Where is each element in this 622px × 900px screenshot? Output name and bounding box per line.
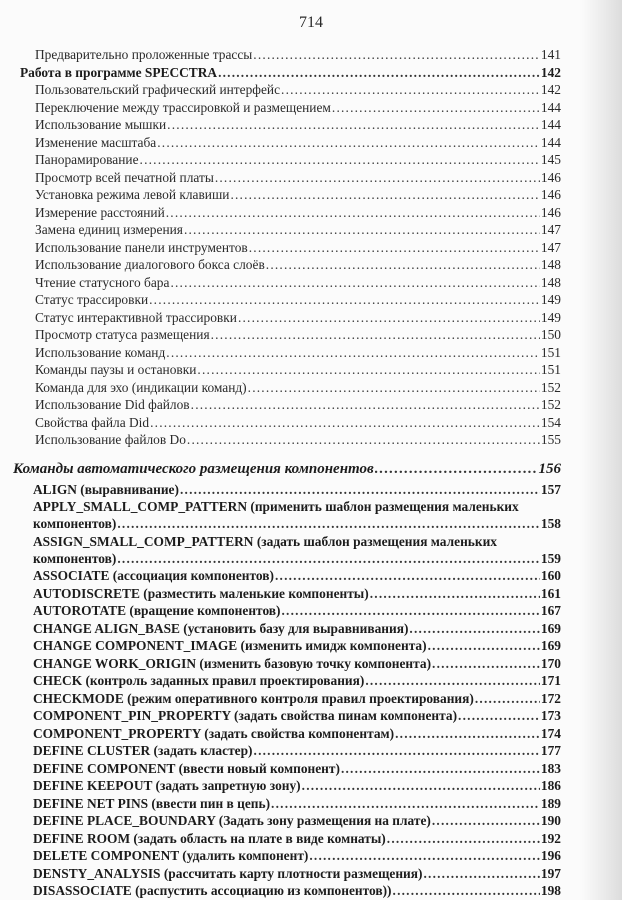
toc-entry-title: CHANGE WORK_ORIGIN (изменить базовую точку компонента) (33, 655, 432, 671)
toc-entry-page: 147 (540, 239, 561, 255)
toc-entry-title: DEFINE ROOM (задать область на плате в виде комнаты) (33, 830, 386, 846)
toc-entry-page: 186 (540, 778, 561, 793)
toc-entry-page: 196 (540, 848, 561, 863)
toc-entry-title: Использование мышки (35, 117, 167, 132)
toc-command (33, 830, 561, 848)
dot-leader (271, 795, 540, 813)
dot-leader (140, 151, 540, 169)
toc-command (33, 865, 561, 883)
toc-command (33, 847, 561, 865)
dot-leader (393, 882, 540, 900)
toc-subsection (35, 169, 561, 187)
dot-leader (238, 309, 540, 327)
dot-leader (211, 326, 540, 344)
dot-leader (309, 847, 540, 865)
dot-leader (117, 515, 540, 533)
toc-subsection (35, 186, 561, 204)
toc-entry-title: Замена единиц измерения (35, 222, 183, 237)
dot-leader (395, 725, 540, 743)
toc-entry-page: 183 (540, 760, 561, 776)
dot-leader (166, 204, 540, 222)
toc-entry-page: 154 (540, 414, 561, 430)
toc-command (33, 481, 561, 499)
toc-entry-title: DEFINE KEEPOUT (задать запретную зону) (33, 778, 301, 793)
toc-entry-title: DEFINE COMPONENT (ввести новый компонент) (33, 760, 340, 776)
toc-entry-title: ALIGN (выравнивание) (33, 481, 179, 497)
toc-entry-page: 157 (540, 481, 561, 497)
toc-command (33, 672, 561, 690)
toc-entry-title: Использование панели инструментов (35, 239, 248, 255)
toc-entry-page: 158 (540, 516, 561, 531)
toc-entry-title: Измерение расстояний (35, 204, 165, 220)
toc-command (33, 812, 561, 830)
toc-entry-title: CHANGE ALIGN_BASE (установить базу для выравнивания) (33, 620, 409, 636)
toc-entry-title: CHECK (контроль заданных правил проектирования) (33, 673, 365, 688)
toc-entry-title: Переключение между трассировкой и размещением (35, 99, 331, 115)
toc-entry-title: Команды паузы и остановки (35, 362, 197, 377)
toc-subsection (35, 274, 561, 292)
toc-command (33, 620, 561, 638)
toc-entry-page: 146 (540, 169, 561, 185)
toc-subsection (35, 116, 561, 134)
toc-entry-title: COMPONENT_PROPERTY (задать свойства компонентам) (33, 725, 395, 741)
toc-entry-page: 192 (540, 830, 561, 846)
dot-leader (180, 481, 540, 499)
toc-entry-title: DEFINE NET PINS (ввести пин в цепь) (33, 795, 271, 811)
toc-entry-title: DEFINE PLACE_BOUNDARY (Задать зону размещения на плате) (33, 813, 431, 828)
toc-subsection (35, 99, 561, 117)
toc-entry-page: 160 (540, 568, 561, 583)
toc-entry-title: CHANGE COMPONENT_IMAGE (изменить имидж компонента) (33, 638, 427, 653)
dot-leader (218, 64, 540, 82)
toc-entry-title: Команды автоматического размещения компонентов (13, 460, 374, 477)
toc-command (33, 690, 561, 708)
toc-entry-page: 155 (540, 432, 561, 447)
toc-entry-page: 156 (538, 460, 561, 477)
toc-entry-page: 149 (540, 292, 561, 307)
dot-leader (157, 134, 540, 152)
toc-entry-title: Работа в программе SPECCTRA (20, 64, 218, 80)
toc-command-title-line: ASSIGN_SMALL_COMP_PATTERN (задать шаблон размещения маленьких (33, 533, 498, 549)
dot-leader (387, 830, 540, 848)
dot-leader (341, 760, 540, 778)
toc-command (33, 777, 561, 795)
dot-leader (423, 865, 539, 883)
toc-command (33, 655, 561, 673)
toc-entry-title: COMPONENT_PIN_PROPERTY (задать свойства пинам компонента) (33, 708, 458, 723)
toc-subsection (35, 81, 561, 99)
dot-leader (281, 81, 540, 99)
toc-entry-page: 148 (540, 257, 561, 272)
dot-leader (249, 239, 540, 257)
toc-entry-title: Команда для эхо (индикации команд) (35, 379, 247, 395)
toc-entry-page: 159 (540, 550, 561, 566)
dot-leader (197, 361, 539, 379)
toc-entry-title: CHECKMODE (режим оперативного контроля правил проектирования) (33, 690, 474, 706)
toc-subsection (35, 221, 561, 239)
dot-leader (254, 742, 540, 760)
toc-entry-title: ASSOCIATE (ассоциация компонентов) (33, 568, 274, 583)
dot-leader (253, 46, 540, 64)
toc-entry-title: Панорамирование (35, 152, 139, 167)
toc-entry-page: 198 (540, 883, 561, 898)
toc-command (33, 550, 561, 568)
toc-entry-page: 151 (540, 362, 561, 377)
toc-entry-page: 142 (540, 82, 561, 97)
toc-entry-page: 167 (540, 603, 561, 618)
toc-command (33, 567, 561, 585)
toc-entry-page: 145 (540, 152, 561, 167)
toc-command (33, 585, 561, 603)
toc-entry-title: Просмотр статуса размещения (35, 327, 210, 342)
dot-leader (215, 169, 540, 187)
toc-entry-title: Статус трассировки (35, 292, 149, 307)
toc-entry-page: 141 (540, 47, 561, 62)
toc-command (33, 760, 561, 778)
toc-entry-title: компонентов) (33, 516, 117, 531)
toc-entry-title: DENSTY_ANALYSIS (рассчитать карту плотности размещения) (33, 865, 423, 881)
toc-entry-title: компонентов) (33, 550, 117, 566)
toc-subsection (35, 204, 561, 222)
toc-chapter (13, 460, 561, 479)
toc-command (33, 515, 561, 533)
dot-leader (275, 567, 540, 585)
toc-entry-title: Использование диалогового бокса слоёв (35, 257, 265, 272)
toc-entry-title: DEFINE CLUSTER (задать кластер) (33, 743, 253, 758)
dot-leader (475, 690, 540, 708)
toc-subsection (35, 309, 561, 327)
toc-entry-title: Чтение статусного бара (35, 274, 170, 290)
dot-leader (166, 344, 540, 362)
toc-subsection (35, 151, 561, 169)
toc-entry-page: 161 (540, 585, 561, 601)
dot-leader (375, 460, 538, 479)
toc-entry-title: Установка режима левой клавиши (35, 187, 230, 202)
toc-entry-page: 144 (540, 99, 561, 115)
toc-entry-title: AUTODISCRETE (разместить маленькие компоненты) (33, 585, 369, 601)
dot-leader (432, 812, 540, 830)
toc-entry-title: Предварительно проложенные трассы (35, 47, 253, 62)
dot-leader (332, 99, 540, 117)
toc-subsection (35, 291, 561, 309)
toc-entry-page: 174 (540, 725, 561, 741)
toc-entry-page: 189 (540, 795, 561, 811)
dot-leader (184, 221, 540, 239)
toc-subsection (35, 134, 561, 152)
dot-leader (187, 431, 540, 449)
dot-leader (432, 655, 540, 673)
toc-section (20, 64, 561, 82)
toc-entry-page: 172 (540, 690, 561, 706)
dot-leader (191, 396, 540, 414)
toc-entry-page: 148 (540, 274, 561, 290)
toc-entry-title: Пользовательский графический интерфейс (35, 82, 281, 97)
toc-entry-page: 173 (540, 708, 561, 723)
toc-command (33, 725, 561, 743)
toc-entry-page: 149 (540, 309, 561, 325)
toc-command (33, 882, 561, 900)
toc-entry-page: 197 (540, 865, 561, 881)
dot-leader (150, 414, 540, 432)
toc-entry-page: 171 (540, 673, 561, 688)
toc-subsection (35, 361, 561, 379)
dot-leader (230, 186, 539, 204)
toc-entry-page: 142 (540, 64, 561, 80)
dot-leader (149, 291, 540, 309)
toc-command (33, 795, 561, 813)
toc-entry-title: Использование файлов Do (35, 432, 186, 447)
dot-leader (302, 777, 540, 795)
toc-entry-title: Статус интерактивной трассировки (35, 309, 237, 325)
toc-command-title-line: APPLY_SMALL_COMP_PATTERN (применить шаблон размещения маленьких (33, 499, 519, 514)
dot-leader (170, 274, 539, 292)
dot-leader (167, 116, 540, 134)
toc-entry-page: 147 (540, 222, 561, 237)
toc-command (33, 602, 561, 620)
toc-entry-title: DISASSOCIATE (распустить ассоциацию из компонентов)) (33, 883, 392, 898)
dot-leader (365, 672, 540, 690)
toc-entry-page: 144 (540, 117, 561, 132)
toc-subsection (35, 431, 561, 449)
toc-entry-page: 169 (540, 638, 561, 653)
toc-subsection (35, 414, 561, 432)
dot-leader (458, 707, 540, 725)
toc-entry-title: Свойства файла Did (35, 414, 150, 430)
toc-entry-page: 150 (540, 327, 561, 342)
toc-subsection (35, 396, 561, 414)
toc-entry-title: Просмотр всей печатной платы (35, 169, 214, 185)
toc-entry-page: 190 (540, 813, 561, 828)
toc-entry-page: 169 (540, 620, 561, 636)
toc-entry-page: 144 (540, 134, 561, 150)
toc-entry-title: DELETE COMPONENT (удалить компонент) (33, 848, 309, 863)
toc-entry-page: 146 (540, 204, 561, 220)
toc-entry-page: 146 (540, 187, 561, 202)
dot-leader (282, 602, 540, 620)
toc-subsection (35, 46, 561, 64)
toc-entry-page: 152 (540, 379, 561, 395)
toc-entry-page: 170 (540, 655, 561, 671)
dot-leader (409, 620, 539, 638)
toc-entry-page: 151 (540, 344, 561, 360)
toc-command (33, 637, 561, 655)
toc-command (33, 707, 561, 725)
toc-subsection (35, 344, 561, 362)
dot-leader (266, 256, 540, 274)
toc-subsection (35, 239, 561, 257)
toc-subsection (35, 256, 561, 274)
dot-leader (248, 379, 540, 397)
table-of-contents (0, 46, 622, 900)
toc-entry-title: Использование Did файлов (35, 397, 190, 412)
toc-entry-title: Использование команд (35, 344, 166, 360)
dot-leader (370, 585, 540, 603)
toc-entry-page: 152 (540, 397, 561, 412)
dot-leader (428, 637, 540, 655)
toc-command (33, 742, 561, 760)
page-number: 714 (299, 14, 323, 31)
toc-entry-title: AUTOROTATE (вращение компонентов) (33, 603, 281, 618)
toc-entry-title: Изменение масштаба (35, 134, 157, 150)
toc-entry-page: 177 (540, 743, 561, 758)
toc-subsection (35, 379, 561, 397)
dot-leader (117, 550, 540, 568)
toc-subsection (35, 326, 561, 344)
